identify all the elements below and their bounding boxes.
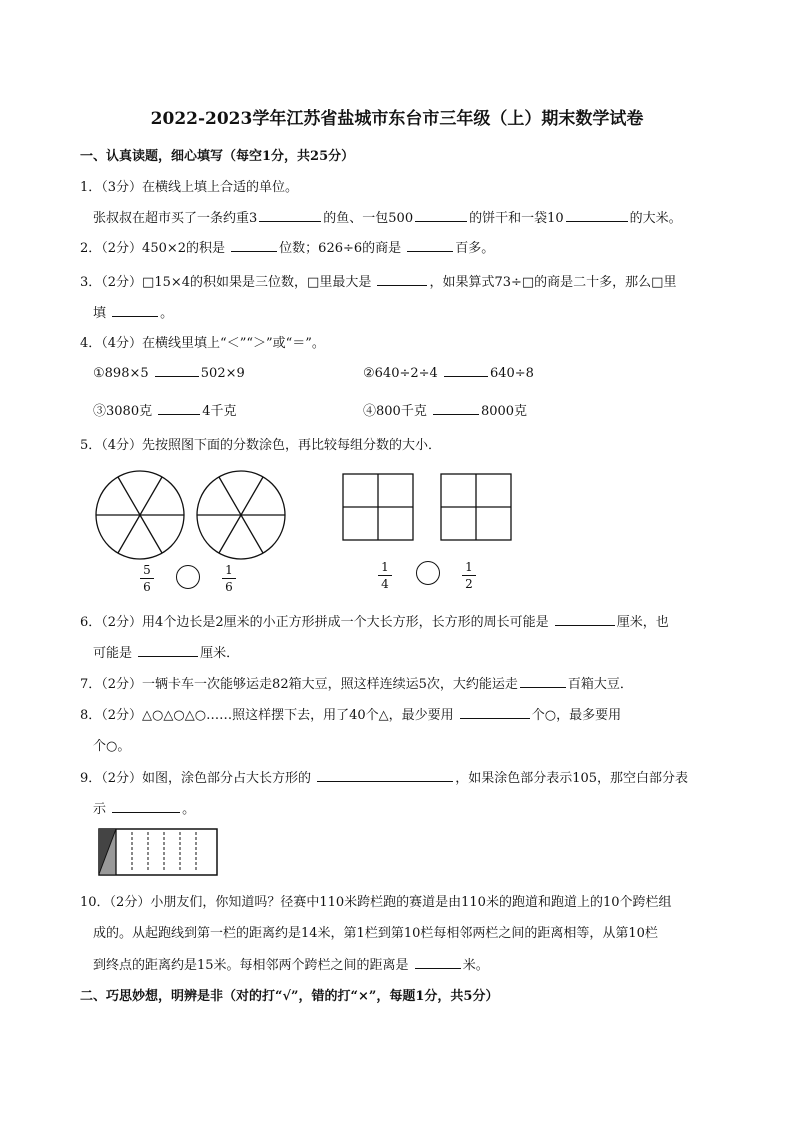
answer-blank[interactable]	[407, 240, 453, 252]
answer-blank[interactable]	[520, 676, 566, 688]
fraction-1-4: 1 4	[375, 560, 395, 591]
fraction-5-6: 5 6	[137, 563, 157, 594]
answer-blank[interactable]	[415, 957, 461, 969]
answer-blank[interactable]	[415, 210, 467, 222]
page-title: 2022-2023学年江苏省盐城市东台市三年级（上）期末数学试卷	[150, 109, 644, 129]
q4-stem: 4．（4分）在横线里填上“＜”“＞”或“＝”。	[80, 336, 325, 351]
answer-blank[interactable]	[460, 707, 530, 719]
fraction-1-2: 1 2	[459, 560, 479, 591]
answer-blank[interactable]	[112, 801, 180, 813]
q2-line: 2．（2分）450×2的积是 位数；626÷6的商是 百多。	[80, 241, 495, 256]
answer-blank[interactable]	[138, 645, 198, 657]
answer-blank[interactable]	[566, 210, 628, 222]
compare-circle-2[interactable]	[416, 561, 440, 585]
q6-line-1: 6．（2分）用4个边长是2厘米的小正方形拼成一个大长方形，长方形的周长可能是 厘米，也	[80, 615, 669, 630]
q10-line-3: 到终点的距离约是15米。每相邻两个跨栏之间的距离是 米。	[93, 958, 489, 973]
square-quarters-2[interactable]	[440, 473, 512, 541]
q9-line-1: 9．（2分）如图，涂色部分占大长方形的 ，如果涂色部分表示105，那空白部分表	[80, 771, 689, 786]
q4-item-4: ④800千克 8000克	[363, 404, 528, 419]
answer-blank[interactable]	[155, 365, 199, 377]
q4-item-3: ③3080克 4千克	[93, 404, 237, 419]
section-2-heading: 二、巧思妙想，明辨是非（对的打“√”，错的打“×”，每题1分，共5分）	[80, 989, 499, 1004]
answer-blank[interactable]	[377, 274, 427, 286]
q3-line-1: 3．（2分）□15×4的积如果是三位数，□里最大是 ，如果算式73÷□的商是二十多，那么□里	[80, 275, 677, 290]
circle-sixths-2[interactable]	[195, 469, 287, 561]
q5-stem: 5．（4分）先按照图下面的分数涂色，再比较每组分数的大小．	[80, 438, 442, 453]
q6-line-2: 可能是 厘米．	[93, 646, 240, 661]
q4-item-1: ①898×5 502×9	[93, 366, 245, 381]
q10-line-2: 成的。从起跑线到第一栏的距离约是14米，第1栏到第10栏每相邻两栏之间的距离相等，从第10栏	[93, 926, 658, 941]
fraction-1-6: 1 6	[219, 563, 239, 594]
answer-blank[interactable]	[158, 403, 200, 415]
q1-stem: 1．（3分）在横线上填上合适的单位。	[80, 180, 299, 195]
section-1-heading: 一、认真读题，细心填写（每空1分，共25分）	[80, 149, 355, 164]
compare-circle-1[interactable]	[176, 565, 200, 589]
answer-blank[interactable]	[231, 240, 277, 252]
q1-line: 张叔叔在超市买了一条约重3 的鱼、一包500 的饼干和一袋10 的大米。	[93, 211, 682, 226]
answer-blank[interactable]	[433, 403, 479, 415]
answer-blank[interactable]	[317, 770, 453, 782]
answer-blank[interactable]	[259, 210, 321, 222]
circle-sixths-1[interactable]	[94, 469, 186, 561]
answer-blank[interactable]	[112, 305, 158, 317]
answer-blank[interactable]	[444, 365, 488, 377]
q9-line-2: 示 。	[93, 802, 196, 817]
q8-line-1: 8．（2分）△○△○△○……照这样摆下去，用了40个△，最少要用 个○，最多要用	[80, 708, 622, 723]
q8-line-2: 个○。	[93, 739, 131, 754]
q7-line: 7．（2分）一辆卡车一次能够运走82箱大豆，照这样连续运5次，大约能运走 百箱大豆．	[80, 677, 633, 692]
q4-item-2: ②640÷2÷4 640÷8	[363, 366, 534, 381]
square-quarters-1[interactable]	[342, 473, 414, 541]
q3-line-2: 填 。	[93, 306, 174, 321]
answer-blank[interactable]	[555, 614, 615, 626]
shaded-rectangle-figure	[98, 828, 218, 876]
q10-line-1: 10．（2分）小朋友们，你知道吗？径赛中110米跨栏跑的赛道是由110米的跑道和跑道上的10个跨栏组	[80, 895, 672, 910]
